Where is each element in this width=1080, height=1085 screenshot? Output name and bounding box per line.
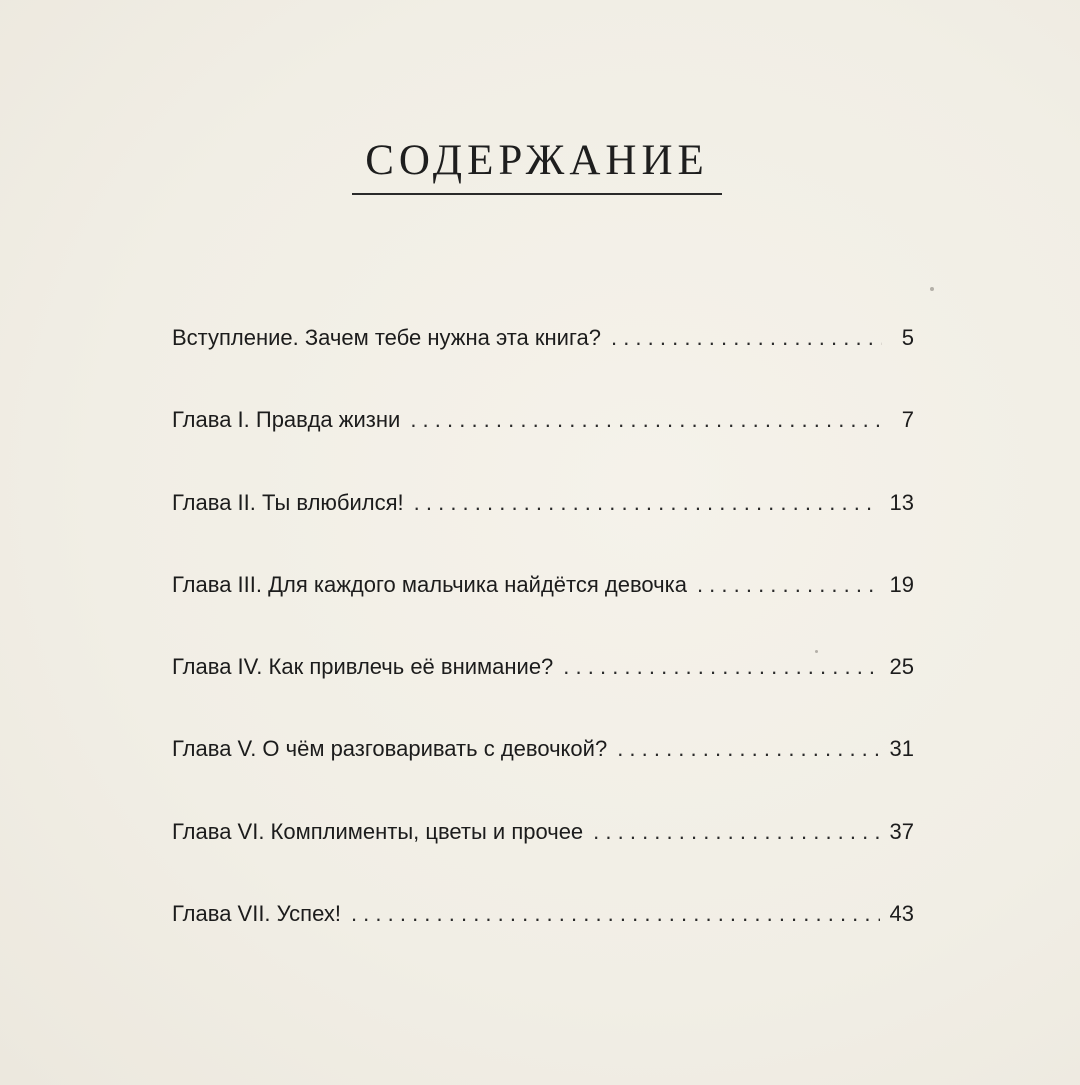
dot-leader xyxy=(593,817,879,847)
dot-leader xyxy=(617,734,879,764)
dot-leader xyxy=(414,488,880,518)
toc-entry-label: Глава I. Правда жизни xyxy=(172,407,401,432)
toc-entry-chapter-7[interactable] xyxy=(172,899,914,929)
toc-entry-label: Глава V. О чём разговаривать с девочкой? xyxy=(172,736,608,761)
toc-entry-chapter-5[interactable] xyxy=(172,734,914,764)
paper-speck xyxy=(815,650,818,653)
paper-speck xyxy=(930,287,934,291)
toc-entry-label: Глава II. Ты влюбился! xyxy=(172,490,404,515)
toc-entry-label: Глава III. Для каждого мальчика найдётся девочка xyxy=(172,572,687,597)
dot-leader xyxy=(611,323,882,353)
dot-leader xyxy=(563,652,879,682)
toc-entry-page: 7 xyxy=(901,407,914,432)
toc-entry-page: 25 xyxy=(889,654,914,679)
toc-entry-label: Глава VII. Успех! xyxy=(172,901,341,926)
toc-entry-page: 43 xyxy=(889,901,914,926)
toc-entry-page: 19 xyxy=(889,572,914,597)
dot-leader xyxy=(697,570,880,600)
toc-entry-intro[interactable] xyxy=(172,323,914,353)
toc-entry-chapter-1[interactable] xyxy=(172,405,914,435)
toc-entry-label: Глава IV. Как привлечь её внимание? xyxy=(172,654,554,679)
toc-entry-label: Вступление. Зачем тебе нужна эта книга? xyxy=(172,325,601,350)
toc-entry-chapter-4[interactable] xyxy=(172,652,914,682)
page-title: СОДЕРЖАНИЕ xyxy=(365,137,709,184)
toc-entry-chapter-6[interactable] xyxy=(172,817,914,847)
toc-entry-label: Глава VI. Комплименты, цветы и прочее xyxy=(172,819,584,844)
dot-leader xyxy=(351,899,880,929)
dot-leader xyxy=(410,405,882,435)
toc-entry-page: 31 xyxy=(889,736,914,761)
toc-entry-chapter-2[interactable] xyxy=(172,488,914,518)
toc-entry-page: 13 xyxy=(889,490,914,515)
toc-entry-page: 37 xyxy=(889,819,914,844)
toc-entry-page: 5 xyxy=(901,325,914,350)
toc-entry-chapter-3[interactable] xyxy=(172,570,914,600)
